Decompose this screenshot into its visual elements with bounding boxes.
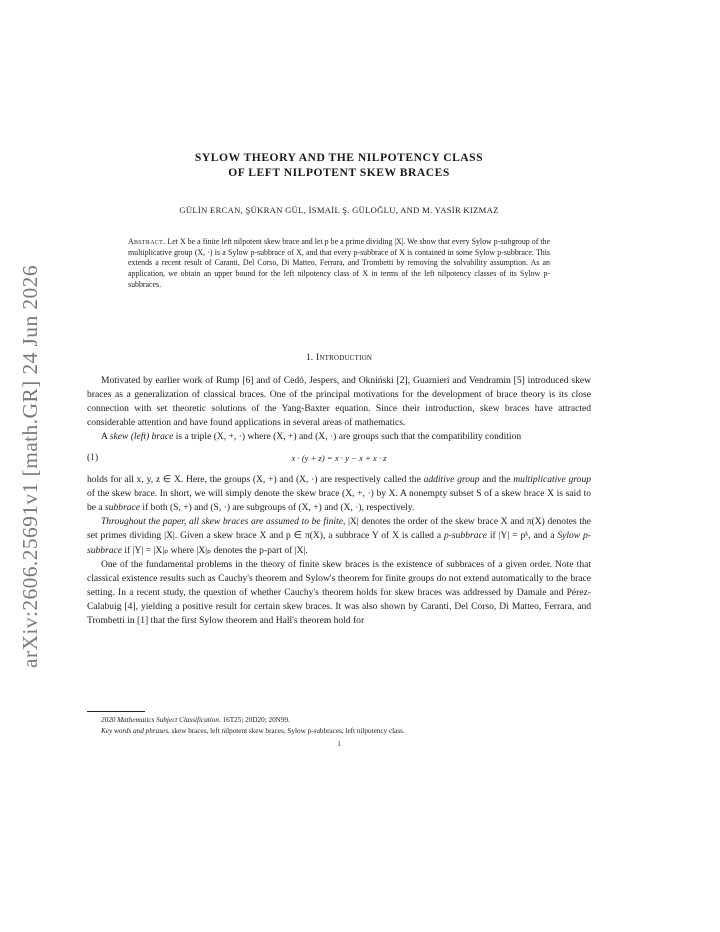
section-title: Introduction xyxy=(316,352,373,363)
term-multiplicative-group: multiplicative group xyxy=(513,474,591,486)
term-subbrace: subbrace xyxy=(105,502,141,514)
equation-number: (1) xyxy=(87,452,99,464)
arxiv-sidebar-stamp xyxy=(14,248,54,668)
term-sylow-p-subbrace: Sylow p-subbrace xyxy=(87,530,591,556)
msc-classification: 2020 Mathematics Subject Classification. 16T25; 20D20; 20N99. xyxy=(101,716,290,724)
paragraph-motivation: Motivated by earlier work of Rump [6] and of Cedó, Jespers, and Okniński [2], Guarnieri and Vendramin [5] introduced skew braces as a generalization of classical braces. One of the principal motivations for the development of brace theory is its close connection with set theoretic solutions of the Yang-Baxter equation. Since their introduction, skew braces have attracted considerable attention and have found applications in several areas of mathematics. xyxy=(87,375,591,429)
compatibility-equation: x · (y + z) = x · y − x + x · z xyxy=(291,453,387,464)
section-body xyxy=(87,374,591,628)
footnote-divider xyxy=(87,711,145,712)
section-number: 1. xyxy=(305,352,314,363)
term-skew-brace: skew (left) brace xyxy=(109,431,174,443)
paragraph-existence-problem: One of the fundamental problems in the theory of finite skew braces is the existence of subbraces of a given order. Note that classical existence results such as Cauchy's theorem and Sylow's theorem for finite groups do not extend automatically to the brace setting. In a recent study, the question of whether Cauchy's theorem holds for skew braces was addressed by Damale and Pérez-Calabuig [4], yielding a positive result for certain skew braces. It was also shown by Caranti, Del Corso, Di Matteo, Ferrara, and Trombetti in [1] that the first Sylow theorem and Hall's theorem hold for xyxy=(87,558,591,626)
section-heading xyxy=(87,352,591,363)
abstract xyxy=(128,237,550,291)
author-list: GÜLİN ERCAN, ŞÜKRAN GÜL, İSMAİL Ş. GÜLOĞLU, AND M. YASİR KIZMAZ xyxy=(179,205,499,215)
page-number: 1 xyxy=(337,740,341,748)
term-additive-group: additive group xyxy=(423,474,480,486)
abstract-text: Let X be a finite left nilpotent skew brace and let p be a prime dividing |X|. We show that every Sylow p-subgroup of the multiplicative group (X, ·) is a Sylow p-subbrace of X, and that every p-subbrace of X is contained in some Sylow p-subbrace. This extends a recent result of Caranti, Del Corso, Di Matteo, Ferrara, and Trombetti by removing the solvability assumption. As an application, we obtain an upper bound for the left nilpotency class of X in terms of the left nilpotency classes of its Sylow p-subbraces. xyxy=(128,237,550,289)
arxiv-identifier: arXiv:2606.25691v1 [math.GR] 24 Jun 2026 xyxy=(18,265,42,668)
abstract-label: Abstract. xyxy=(128,237,166,246)
convention-statement: Throughout the paper, all skew braces are assumed to be finite, xyxy=(101,516,346,528)
term-p-subbrace: p-subbrace xyxy=(443,530,487,542)
equation-1 xyxy=(87,451,591,465)
paragraph-groups: holds for all x, y, z ∈ X. Here, the groups (X, +) and (X, ·) are respectively called the additive group and the multiplicative group of the skew brace. In short, we will simply denote the skew brace (X, +, ·) by X. A nonempty subset S of a skew brace X is said to be a subbrace if both (S, +) and (S, ·) are subgroups of (X, +) and (X, ·), respectively. xyxy=(87,474,591,514)
paper-title xyxy=(87,150,591,180)
footnotes xyxy=(101,715,591,737)
title-line-1: SYLOW THEORY AND THE NILPOTENCY CLASS xyxy=(194,151,484,164)
paragraph-conventions: Throughout the paper, all skew braces are assumed to be finite, |X| denotes the order of the skew brace X and π(X) denotes the set primes dividing |X|. Given a skew brace X and p ∈ π(X), a subbrace Y of X is called a p-subbrace if |Y| = pᵏ, and a Sylow p-subbrace if |Y| = |X|ₚ where |X|ₚ denotes the p-part of |X|. xyxy=(87,516,591,556)
title-line-2: OF LEFT NILPOTENT SKEW BRACES xyxy=(228,166,450,179)
paragraph-definition: A skew (left) brace is a triple (X, +, ·) where (X, +) and (X, ·) are groups such that the compatibility condition xyxy=(101,431,522,443)
keywords: Key words and phrases. skew braces, left nilpotent skew braces, Sylow p-subbraces, left nilpotency class. xyxy=(101,727,405,735)
